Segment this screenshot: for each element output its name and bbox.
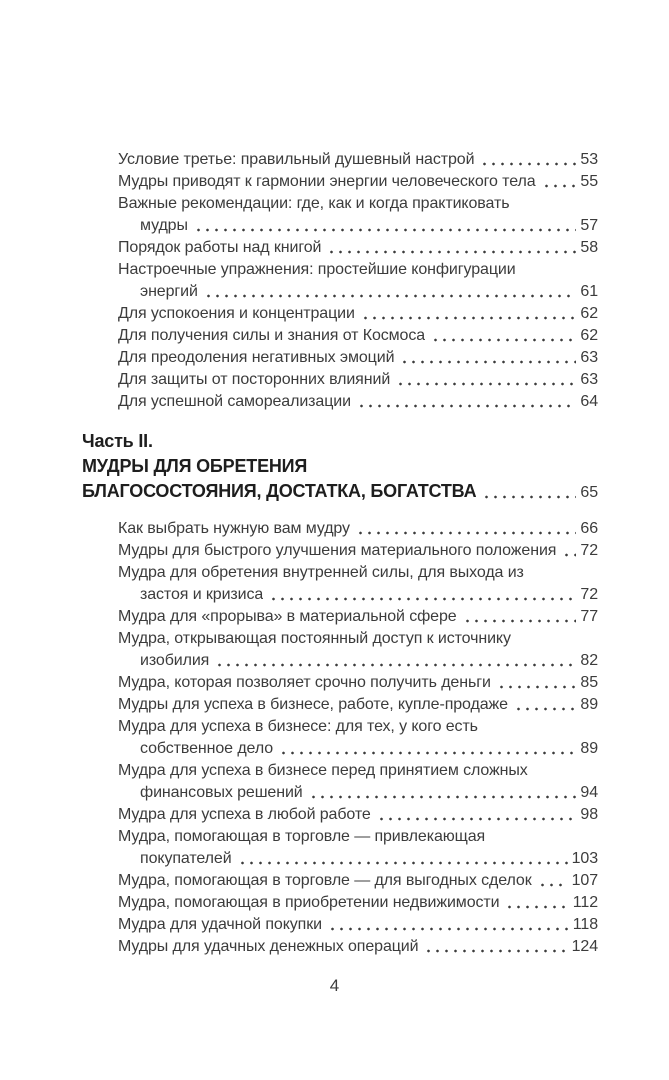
- toc-entry-title: Для защиты от посторонних влияний: [118, 371, 391, 388]
- toc-entry-row: [118, 672, 598, 694]
- toc-entry: [118, 259, 598, 303]
- toc-entry-title: собственное дело: [140, 740, 274, 757]
- dot-leader: [327, 250, 576, 254]
- toc-entry-title: Мудры для удачных денежных операций: [118, 938, 419, 955]
- toc-entry-page: 63: [580, 349, 598, 366]
- toc-entry-row: [118, 518, 598, 540]
- toc-entry: [118, 760, 598, 804]
- toc-entry-page: 77: [580, 608, 598, 625]
- dot-leader: [328, 927, 569, 931]
- toc-entry-page: 55: [580, 173, 598, 190]
- toc-entry-row: [118, 936, 598, 958]
- toc-entry-page: 107: [571, 872, 598, 889]
- toc-entry-title: мудры: [140, 217, 188, 234]
- toc-entry: [118, 716, 598, 760]
- dot-leader: [204, 294, 577, 298]
- toc-entry: [118, 347, 598, 369]
- dot-leader: [497, 685, 577, 689]
- toc-entry: [118, 672, 598, 694]
- toc-entry-page: 72: [580, 586, 598, 603]
- dot-leader: [357, 404, 576, 408]
- toc-entry-row: [118, 650, 598, 672]
- dot-leader: [463, 619, 577, 623]
- toc-entry-title: покупателей: [140, 850, 232, 867]
- dot-leader: [361, 316, 577, 320]
- toc-entry-row: [118, 694, 598, 716]
- toc-entry-page: 62: [580, 305, 598, 322]
- toc-entry-page: 85: [580, 674, 598, 691]
- toc-entry-title: Мудра для удачной покупки: [118, 916, 322, 933]
- toc-entry: [118, 870, 598, 892]
- dot-leader: [505, 905, 568, 909]
- toc-entry-page: 103: [571, 850, 598, 867]
- toc-entry: [118, 303, 598, 325]
- toc-entry-title-line: Мудра, помогающая в торговле — привлекающая: [118, 828, 486, 845]
- toc-entry: [118, 628, 598, 672]
- dot-leader: [238, 861, 568, 865]
- dot-leader: [431, 338, 576, 342]
- toc-entry-row: [118, 606, 598, 628]
- toc-entry-row: [118, 391, 598, 413]
- toc-entry-row: [118, 870, 598, 892]
- toc-entry-title: Мудры для быстрого улучшения материального положения: [118, 542, 557, 559]
- toc-entry-title: Как выбрать нужную вам мудру: [118, 520, 350, 537]
- dot-leader: [482, 495, 576, 499]
- dot-leader: [377, 817, 577, 821]
- toc-entry: [118, 237, 598, 259]
- dot-leader: [194, 228, 577, 232]
- toc-entry: [118, 540, 598, 562]
- toc-entry: [118, 562, 598, 606]
- table-of-contents: [82, 149, 598, 958]
- toc-entry-page: 124: [571, 938, 598, 955]
- toc-entry-page: 58: [580, 239, 598, 256]
- toc-entry-row: [118, 540, 598, 562]
- toc-entry: [118, 936, 598, 958]
- toc-entry-title: Для получения силы и знания от Космоса: [118, 327, 426, 344]
- dot-leader: [215, 663, 576, 667]
- toc-entry-page: 64: [580, 393, 598, 410]
- toc-entry-row: [118, 325, 598, 347]
- toc-section-1: [118, 149, 598, 413]
- toc-entry: [118, 325, 598, 347]
- toc-entry: [118, 193, 598, 237]
- toc-entry-row: [118, 848, 598, 870]
- dot-leader: [542, 184, 577, 188]
- toc-entry-title-line: Мудра для обретения внутренней силы, для выхода из: [118, 564, 524, 581]
- toc-entry-page: 62: [580, 327, 598, 344]
- toc-entry-row: [118, 281, 598, 303]
- toc-entry-title: Мудра, которая позволяет срочно получить деньги: [118, 674, 491, 691]
- toc-entry-title: энергий: [140, 283, 198, 300]
- toc-entry-row: [118, 892, 598, 914]
- toc-entry-page: 57: [580, 217, 598, 234]
- toc-entry: [118, 369, 598, 391]
- toc-entry-page: 61: [580, 283, 598, 300]
- toc-entry-title: Мудра для успеха в любой работе: [118, 806, 371, 823]
- toc-entry: [118, 694, 598, 716]
- toc-entry-row: [118, 303, 598, 325]
- toc-entry-title-line: Мудра, открывающая постоянный доступ к источнику: [118, 630, 511, 647]
- part-2-kicker: Часть II.: [82, 431, 153, 451]
- toc-entry-row: [118, 584, 598, 606]
- toc-entry-page: 82: [580, 652, 598, 669]
- toc-entry-title: изобилия: [140, 652, 210, 669]
- toc-entry-title: застоя и кризиса: [140, 586, 264, 603]
- toc-entry-title: Для успешной самореализации: [118, 393, 351, 410]
- toc-entry-row: [118, 149, 598, 171]
- toc-entry-page: 118: [572, 916, 598, 933]
- toc-entry-title-line: Важные рекомендации: где, как и когда практиковать: [118, 195, 510, 212]
- toc-entry-title: финансовых решений: [140, 784, 303, 801]
- toc-entry-title: Порядок работы над книгой: [118, 239, 322, 256]
- toc-entry-row: [118, 804, 598, 826]
- part-2-page-number: 65: [580, 484, 598, 501]
- toc-entry-page: 94: [580, 784, 598, 801]
- page-number-footer: 4: [329, 976, 340, 995]
- toc-entry: [118, 804, 598, 826]
- toc-entry-page: 66: [580, 520, 598, 537]
- toc-entry-row: [118, 369, 598, 391]
- toc-entry-title-line: Настроечные упражнения: простейшие конфигурации: [118, 261, 516, 278]
- toc-entry: [118, 149, 598, 171]
- toc-entry: [118, 518, 598, 540]
- dot-leader: [396, 382, 576, 386]
- toc-entry-page: 53: [580, 151, 598, 168]
- dot-leader: [269, 597, 576, 601]
- dot-leader: [400, 360, 576, 364]
- dot-leader: [309, 795, 577, 799]
- toc-entry-page: 89: [580, 740, 598, 757]
- toc-entry-title: Мудра, помогающая в торговле — для выгодных сделок: [118, 872, 532, 889]
- toc-entry-row: [118, 237, 598, 259]
- toc-entry-title: Для преодоления негативных эмоций: [118, 349, 395, 366]
- toc-entry-page: 63: [580, 371, 598, 388]
- part-2-title-line-2: БЛАГОСОСТОЯНИЯ, ДОСТАТКА, БОГАТСТВА: [82, 481, 477, 501]
- dot-leader: [356, 531, 576, 535]
- toc-entry-title-line: Мудра для успеха в бизнесе: для тех, у кого есть: [118, 718, 478, 735]
- toc-entry-title: Мудры приводят к гармонии энергии человеческого тела: [118, 173, 536, 190]
- toc-entry-title: Для успокоения и концентрации: [118, 305, 355, 322]
- toc-entry-page: 89: [580, 696, 598, 713]
- part-2-title-line-1: МУДРЫ ДЛЯ ОБРЕТЕНИЯ: [82, 456, 308, 476]
- toc-entry-row: [118, 914, 598, 936]
- toc-entry-page: 72: [580, 542, 598, 559]
- toc-entry: [118, 606, 598, 628]
- dot-leader: [279, 751, 576, 755]
- toc-entry-row: [118, 738, 598, 760]
- toc-entry-title-line: Мудра для успеха в бизнесе перед принятием сложных: [118, 762, 528, 779]
- dot-leader: [514, 707, 576, 711]
- toc-entry-row: [118, 171, 598, 193]
- dot-leader: [562, 553, 576, 557]
- toc-entry: [118, 826, 598, 870]
- toc-entry-row: [118, 215, 598, 237]
- toc-entry-row: [118, 347, 598, 369]
- toc-entry: [118, 914, 598, 936]
- dot-leader: [538, 883, 568, 887]
- toc-entry: [118, 171, 598, 193]
- toc-entry-page: 112: [572, 894, 598, 911]
- dot-leader: [480, 162, 576, 166]
- toc-entry-row: [118, 782, 598, 804]
- dot-leader: [424, 949, 567, 953]
- toc-entry: [118, 892, 598, 914]
- part-2-heading: [82, 429, 598, 505]
- toc-entry-page: 98: [580, 806, 598, 823]
- toc-entry-title: Мудра, помогающая в приобретении недвижимости: [118, 894, 500, 911]
- toc-entry-title: Мудра для «прорыва» в материальной сфере: [118, 608, 457, 625]
- toc-entry-title: Условие третье: правильный душевный настрой: [118, 151, 475, 168]
- toc-section-2: [118, 518, 598, 958]
- part-2-title-row: [82, 479, 598, 505]
- toc-entry-title: Мудры для успеха в бизнесе, работе, купле-продаже: [118, 696, 508, 713]
- toc-entry: [118, 391, 598, 413]
